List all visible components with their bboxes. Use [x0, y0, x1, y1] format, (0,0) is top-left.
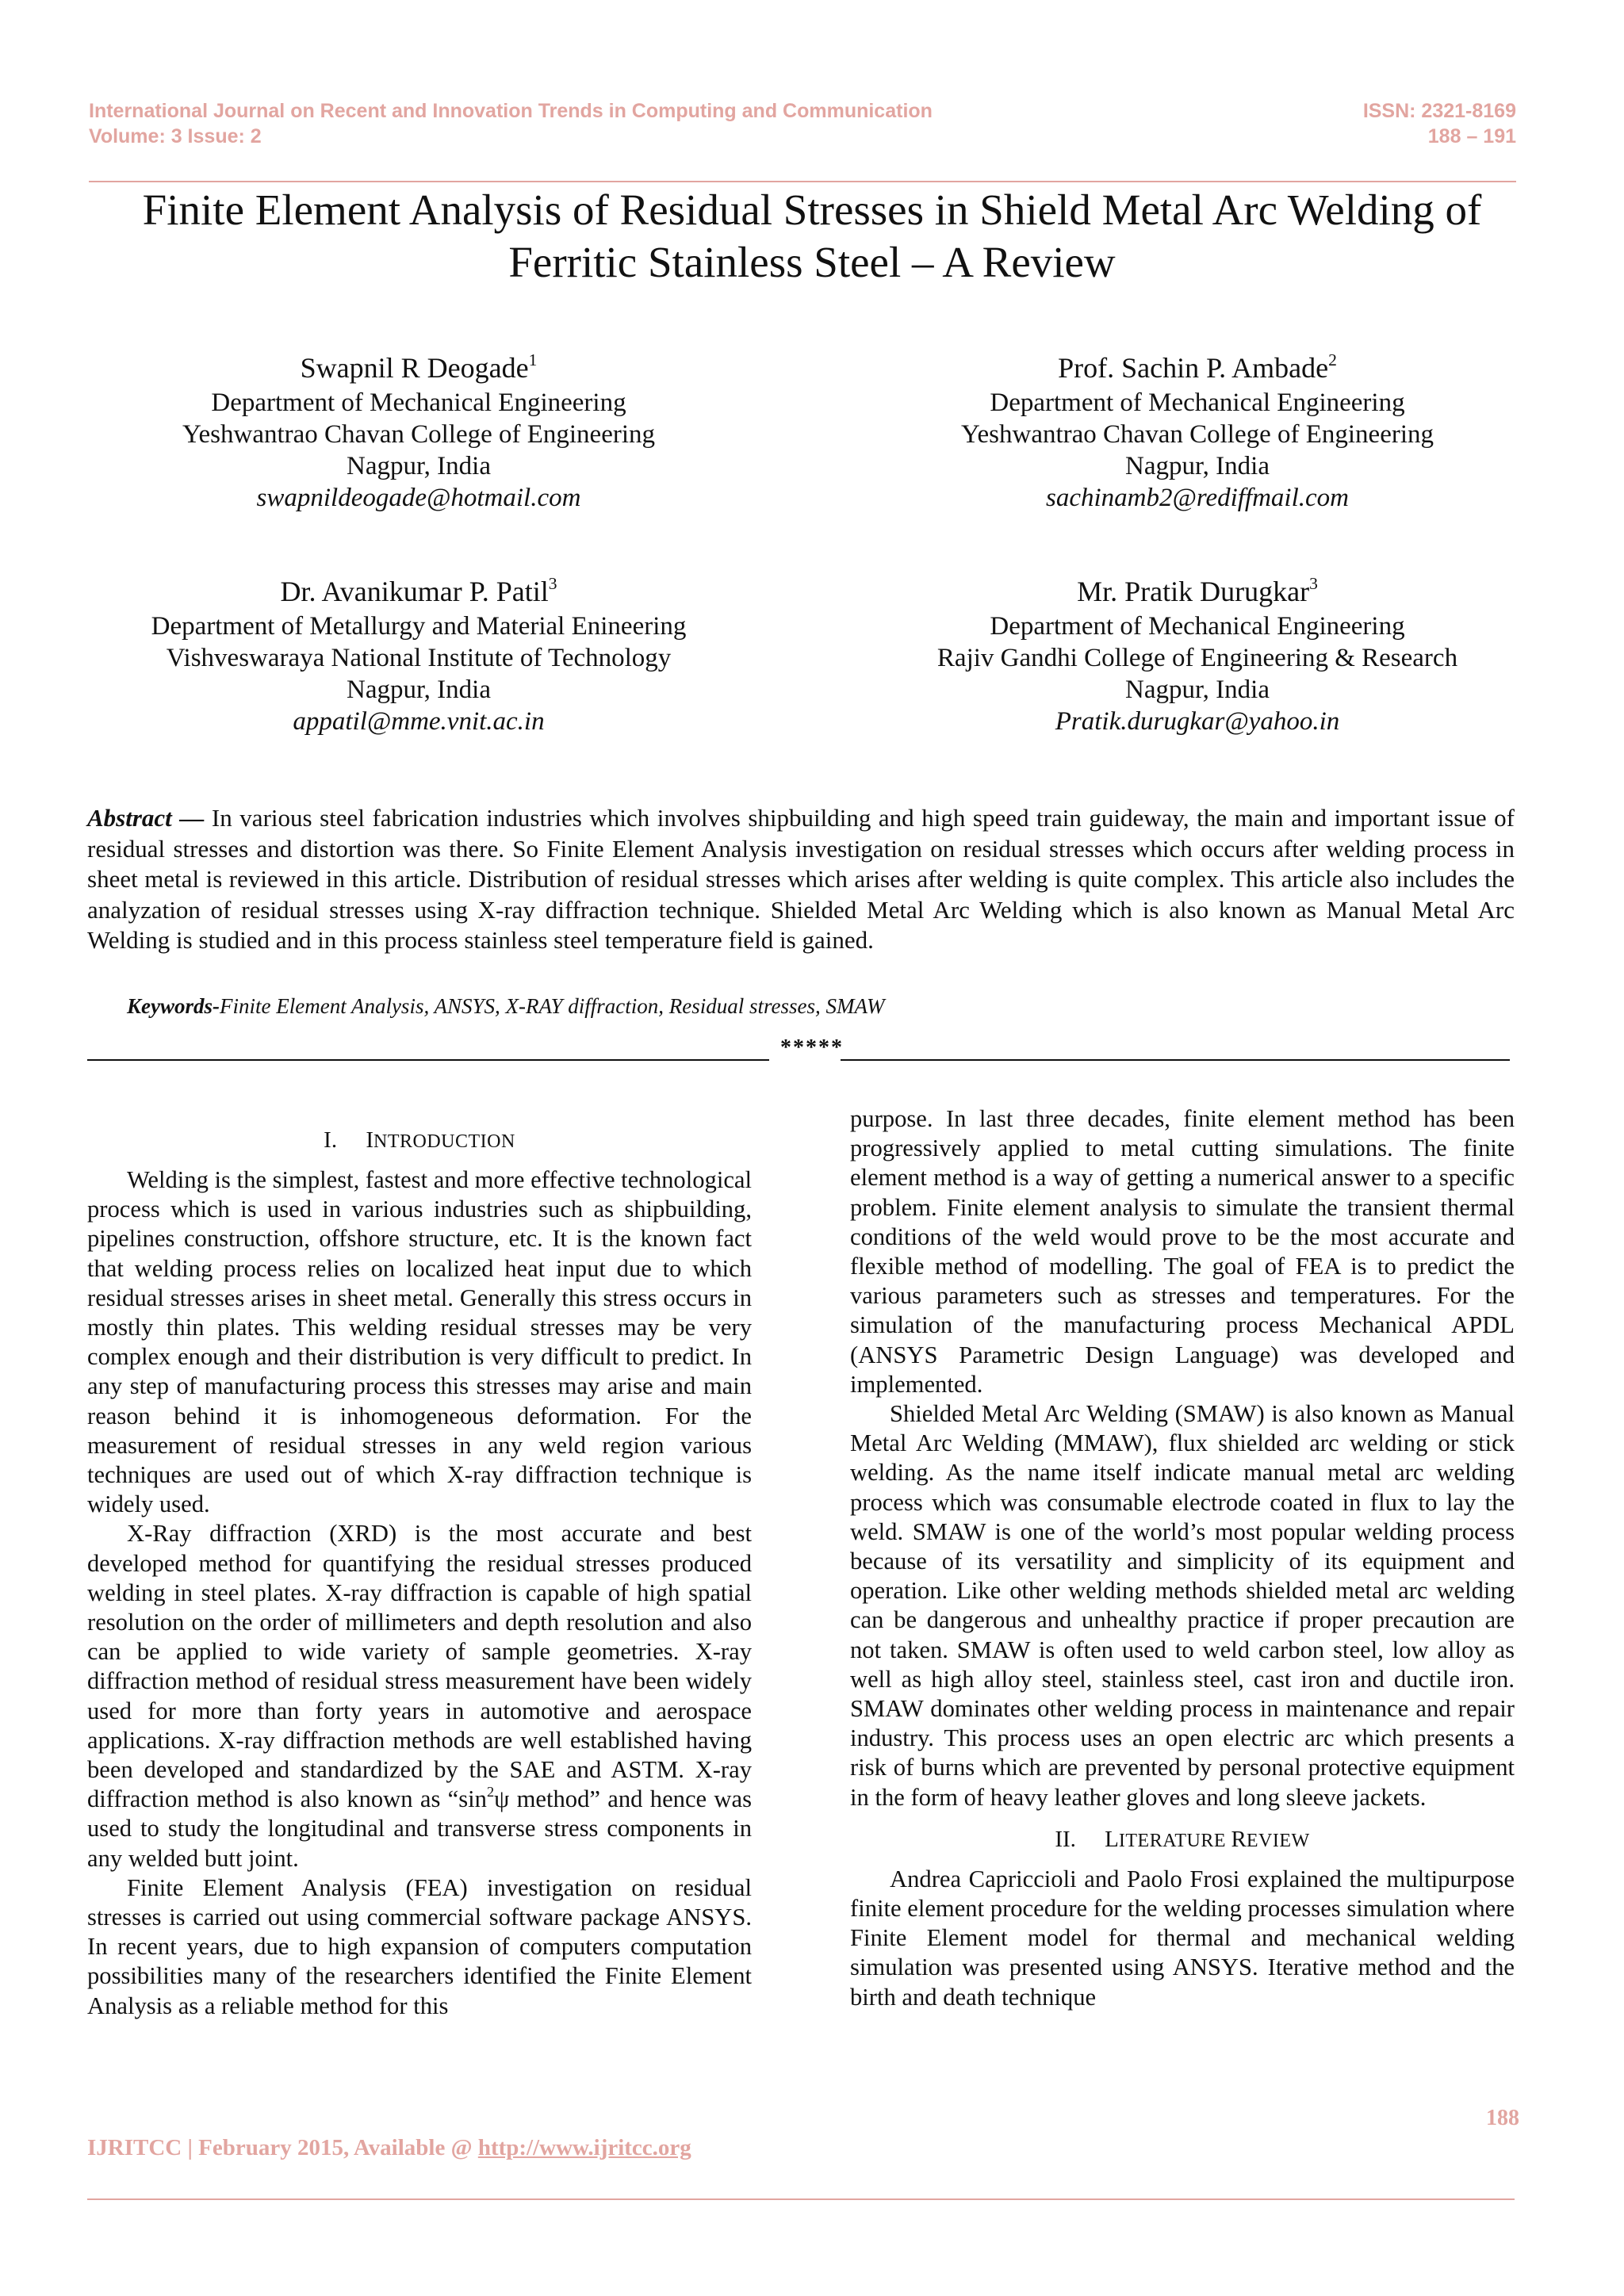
journal-name: International Journal on Recent and Innovation Trends in Computing and Communication: [89, 100, 933, 122]
author-inst: Yeshwantrao Chavan College of Engineering: [182, 420, 655, 449]
paragraph: Welding is the simplest, fastest and more effective technological process which is used in various industries such as shipbuilding, pipelines construction, offshore structure, etc. It is the known fact that welding process relies on localized heat input due to which residual stresses arises in sheet metal. Generally this stress occurs in mostly thin plates. This welding residual stresses may be very complex enough and their distribution is very difficult to predict. In any step of manufacturing process this stresses may arise and main reason behind it is inhomogeneous deformation. For the measurement of residual stresses in any weld region various techniques are used out of which X-ray diffraction technique is widely used.: [87, 1166, 752, 1518]
keywords-label: Keywords-: [127, 994, 220, 1018]
author-inst: Vishveswaraya National Institute of Technology: [166, 644, 672, 672]
left-column: [87, 1124, 752, 2021]
separator-rule-right: [841, 1059, 1510, 1061]
paragraph: Andrea Capriccioli and Paolo Frosi explained the multipurpose finite element procedure for the welding processes simulation where Finite Element model for thermal and mechanical welding simulation was presented using ANSYS. Iterative method and the birth and death technique: [850, 1865, 1515, 2011]
author-name: Prof. Sachin P. Ambade$^2$: [1058, 350, 1337, 384]
author-dept: Department of Mechanical Engineering: [990, 388, 1405, 417]
page-number: 188: [1486, 2106, 1519, 2130]
author-block-2: [872, 349, 1522, 514]
paragraph: X-Ray diffraction (XRD) is the most accurate and best developed method for quantifying the residual stresses produced welding in steel plates. X-ray diffraction is capable of high spatial resolution on the order of millimeters and depth resolution and also can be applied to wide variety of sample geometries. X-ray diffraction method of residual stress measurement have been widely used for more than forty years in automotive and aerospace applications. X-ray diffraction methods are well established having been developed and standardized by the SAE and ASTM. X-ray diffraction method is also known as “$\sin^2\psi$ method” and hence was used to study the longitudinal and transverse stress components in any welded butt joint.: [87, 1520, 752, 1872]
paragraph: Finite Element Analysis (FEA) investigation on residual stresses is carried out using commercial software package ANSYS. In recent years, due to high expansion of computers computation possibilities many of the researchers identified the Finite Element Analysis as a reliable method for this: [87, 1873, 752, 2019]
author-email[interactable]: swapnildeogade@hotmail.com: [256, 484, 581, 512]
abstract-text: In various steel fabrication industries which involves shipbuilding and high speed train guideway, the main and important issue of residual stresses and distortion was there. So Finite Element Analysis investigation on residual stresses which occurs after welding process in sheet metal is reviewed in this article. Distribution of residual stresses which arises after welding is quite complex. This article also includes the analyzation of residual stresses using X-ray diffraction technique. Shielded Metal Arc Welding which is also known as Manual Metal Arc Welding is studied and in this process stainless steel temperature field is gained.: [87, 804, 1515, 954]
paragraph: purpose. In last three decades, finite element method has been progressively applied to metal cutting simulations. The finite element method is a way of getting a numerical answer to a specific problem. Finite element analysis to simulate the transient thermal conditions of the weld would prove to be the most accurate and flexible method of modelling. The goal of FEA is to predict the various parameters such as stresses and temperatures. For the simulation of the manufacturing process Mechanical APDL (ANSYS Parametric Design Language) was developed and implemented.: [850, 1105, 1515, 1398]
author-email[interactable]: sachinamb2@rediffmail.com: [1045, 484, 1349, 512]
issn: ISSN: 2321-8169: [1362, 100, 1516, 122]
title-line-2: Ferritic Stainless Steel – A Review: [508, 238, 1116, 286]
author-city: Nagpur, India: [1125, 452, 1270, 480]
author-dept: Department of Mechanical Engineering: [211, 388, 626, 417]
footer-rule: [87, 2198, 1515, 2200]
author-name: Dr. Avanikumar P. Patil$^3$: [280, 573, 557, 607]
author-inst: Yeshwantrao Chavan College of Engineering: [960, 420, 1434, 449]
author-name: Mr. Pratik Durugkar$^3$: [1077, 573, 1318, 607]
page-range: 188 – 191: [1427, 125, 1516, 147]
author-dept: Department of Metallurgy and Material Enineering: [151, 612, 687, 641]
author-block-3: [94, 572, 744, 737]
paragraph: Shielded Metal Arc Welding (SMAW) is also known as Manual Metal Arc Welding (MMAW), flux shielded arc welding or stick welding. As the name itself indicate manual metal arc welding process which was consumable electrode coated in flux to lay the weld. SMAW is one of the world’s most popular welding process because of its versatility and simplicity of its equipment and operation. Like other welding methods shielded metal arc welding can be dangerous and unhealthy practice if proper precaution are not taken. SMAW is often used to weld carbon steel, low alloy as well as high alloy steel, stainless steel, cast iron and ductile iron. SMAW dominates other welding process in maintenance and repair industry. This process uses an open electric arc which presents a risk of burns which are prevented by personal protective equipment in the form of heavy leather gloves and long sleeve jackets.: [850, 1400, 1515, 1811]
right-column: [850, 1104, 1515, 2012]
abstract: [87, 803, 1515, 956]
keywords-text: Finite Element Analysis, ANSYS, X-RAY diffraction, Residual stresses, SMAW: [220, 994, 885, 1018]
volume-issue: Volume: 3 Issue: 2: [89, 125, 262, 147]
section-heading-literature-review: II. LITERATURE REVIEW: [1055, 1826, 1310, 1852]
author-email[interactable]: Pratik.durugkar@yahoo.in: [1055, 707, 1340, 736]
author-dept: Department of Mechanical Engineering: [990, 612, 1405, 641]
paper-title: [87, 184, 1537, 289]
abstract-label: Abstract —: [87, 804, 205, 832]
author-block-4: [872, 572, 1522, 737]
footer: [87, 2135, 691, 2161]
footer-text: IJRITCC | February 2015, Available @: [87, 2135, 478, 2160]
author-city: Nagpur, India: [347, 452, 491, 480]
title-line-1: Finite Element Analysis of Residual Stresses in Shield Metal Arc Welding of: [142, 186, 1482, 234]
author-email[interactable]: appatil@mme.vnit.ac.in: [293, 707, 545, 736]
author-city: Nagpur, India: [1125, 675, 1270, 704]
section-heading-introduction: I. INTRODUCTION: [324, 1127, 515, 1153]
keywords: [127, 993, 1522, 1020]
header-rule: [89, 181, 1516, 182]
author-name: Swapnil R Deogade$^1$: [300, 350, 538, 384]
footer-link[interactable]: http://www.ijritcc.org: [477, 2135, 691, 2160]
author-city: Nagpur, India: [347, 675, 491, 704]
separator-stars: *****: [780, 1035, 844, 1060]
author-block-1: [94, 349, 744, 514]
author-inst: Rajiv Gandhi College of Engineering & Research: [936, 644, 1458, 672]
